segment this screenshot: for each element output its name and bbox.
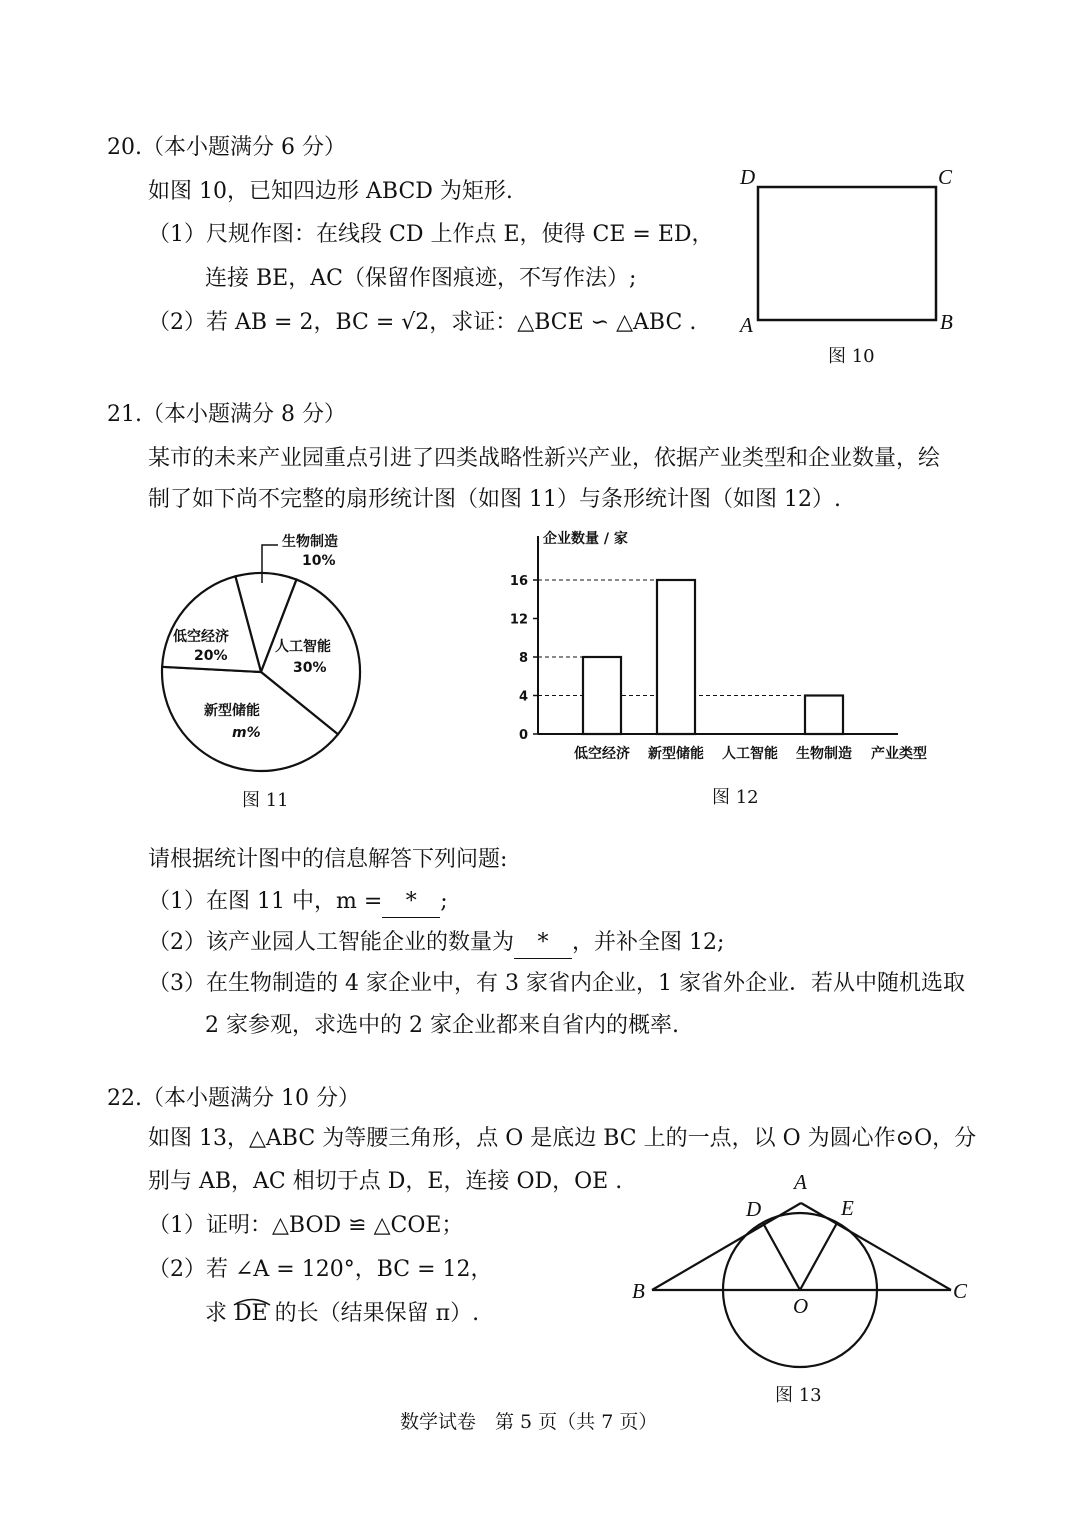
segment-ab xyxy=(652,1203,801,1290)
pie-pct-storage: m% xyxy=(232,725,261,741)
x-category-label-1: 新型储能 xyxy=(648,746,704,762)
fig10-label-a: A xyxy=(740,313,753,337)
q22-intro-line2: 别与 AB，AC 相切于点 D，E，连接 OD，OE . xyxy=(148,1169,623,1194)
q22-part2-line2: 求 DE 的长（结果保留 π）. xyxy=(205,1301,480,1326)
y-tick-label-16: 16 xyxy=(509,574,528,589)
pie-label-ai: 人工智能 xyxy=(275,639,331,655)
pie-pct-bio: 10% xyxy=(302,553,336,569)
y-tick-label-4: 4 xyxy=(518,689,528,705)
fig10-caption: 图 10 xyxy=(828,346,875,367)
pie-slices xyxy=(162,573,360,771)
arc-symbol xyxy=(232,1296,272,1306)
y-tick-label-8: 8 xyxy=(518,651,528,666)
q22-part2: （2）若 ∠A = 120°，BC = 12， xyxy=(148,1257,493,1282)
q21-sub2 xyxy=(148,928,724,959)
y-tick-label-0: 0 xyxy=(518,728,528,743)
fig10-label-d: D xyxy=(740,165,756,189)
fig13-label-e: E xyxy=(841,1196,854,1220)
q20-intro: 如图 10，已知四边形 ABCD 为矩形. xyxy=(148,179,513,204)
x-category-label-3: 生物制造 xyxy=(796,746,852,762)
pie-pct-lowalt: 20% xyxy=(194,648,228,664)
q21-intro-line1: 某市的未来产业园重点引进了四类战略性新兴产业，依据产业类型和企业数量，绘 xyxy=(148,446,941,471)
q21-sub1 xyxy=(148,887,448,918)
q20-header: 20.（本小题满分 6 分） xyxy=(107,135,346,160)
x-category-label-0: 低空经济 xyxy=(574,746,630,762)
page-footer: 数学试卷 第 5 页（共 7 页） xyxy=(400,1411,658,1433)
q21-sub1-blank: * xyxy=(382,887,440,918)
q21-sub2-text: （2）该产业园人工智能企业的数量为 xyxy=(148,930,514,955)
q20-part1-line2: 连接 BE，AC（保留作图痕迹，不写作法）; xyxy=(205,266,637,291)
fig12-caption: 图 12 xyxy=(712,787,759,808)
q20-part1-line1: （1）尺规作图：在线段 CD 上作点 E，使得 CE = ED， xyxy=(148,222,714,247)
rectangle-abcd xyxy=(758,187,936,320)
q21-sub3-line1: （3）在生物制造的 4 家企业中，有 3 家省内企业，1 家省外企业．若从中随机选取 xyxy=(148,971,965,996)
fig13-label-b: B xyxy=(632,1279,645,1303)
q21-header: 21.（本小题满分 8 分） xyxy=(107,402,346,427)
q21-sub1-end: ; xyxy=(440,889,448,914)
q22-intro-line1: 如图 13，△ABC 为等腰三角形，点 O 是底边 BC 上的一点，以 O 为圆心作⊙O，分 xyxy=(148,1126,977,1151)
pie-label-storage: 新型储能 xyxy=(204,703,260,719)
bar-y-axis-label: 企业数量 / 家 xyxy=(543,531,628,547)
bar-1 xyxy=(657,580,695,734)
figure-11-pie xyxy=(150,520,390,790)
q21-sub2-blank: * xyxy=(514,928,572,959)
x-category-label-2: 人工智能 xyxy=(722,746,778,762)
bar-3 xyxy=(805,696,843,735)
bar-0 xyxy=(583,657,621,734)
pie-label-lowalt: 低空经济 xyxy=(173,629,229,645)
fig13-label-o: O xyxy=(793,1294,809,1318)
y-tick-label-12: 12 xyxy=(509,612,528,628)
figure-13-geometry xyxy=(620,1165,980,1380)
q21-sub1-text: （1）在图 11 中，m = xyxy=(148,889,383,914)
fig13-label-a: A xyxy=(794,1170,807,1194)
q21-question-intro: 请根据统计图中的信息解答下列问题: xyxy=(148,847,508,872)
q21-sub2-end: ，并补全图 12; xyxy=(572,930,725,955)
pie-pct-ai: 30% xyxy=(293,660,327,676)
fig10-label-b: B xyxy=(940,310,953,334)
fig10-label-c: C xyxy=(938,165,953,189)
segment-od xyxy=(763,1223,800,1290)
segment-oe xyxy=(800,1223,837,1290)
pie-label-bio: 生物制造 xyxy=(282,534,338,550)
bar-x-axis-label: 产业类型 xyxy=(871,746,927,762)
q21-intro-line2: 制了如下尚不完整的扇形统计图（如图 11）与条形统计图（如图 12）. xyxy=(148,487,841,512)
fig13-label-c: C xyxy=(953,1279,968,1303)
fig11-caption: 图 11 xyxy=(242,790,289,811)
q20-part2: （2）若 AB = 2，BC = √2，求证：△BCE ∽ △ABC . xyxy=(148,310,697,335)
q22-header: 22.（本小题满分 10 分） xyxy=(107,1086,360,1111)
fig13-caption: 图 13 xyxy=(775,1385,822,1406)
q21-sub3-line2: 2 家参观，求选中的 2 家企业都来自省内的概率. xyxy=(205,1013,679,1038)
fig13-label-d: D xyxy=(746,1197,762,1221)
q22-part1: （1）证明：△BOD ≌ △COE； xyxy=(148,1213,464,1238)
figure-12-bar-chart xyxy=(500,520,960,780)
